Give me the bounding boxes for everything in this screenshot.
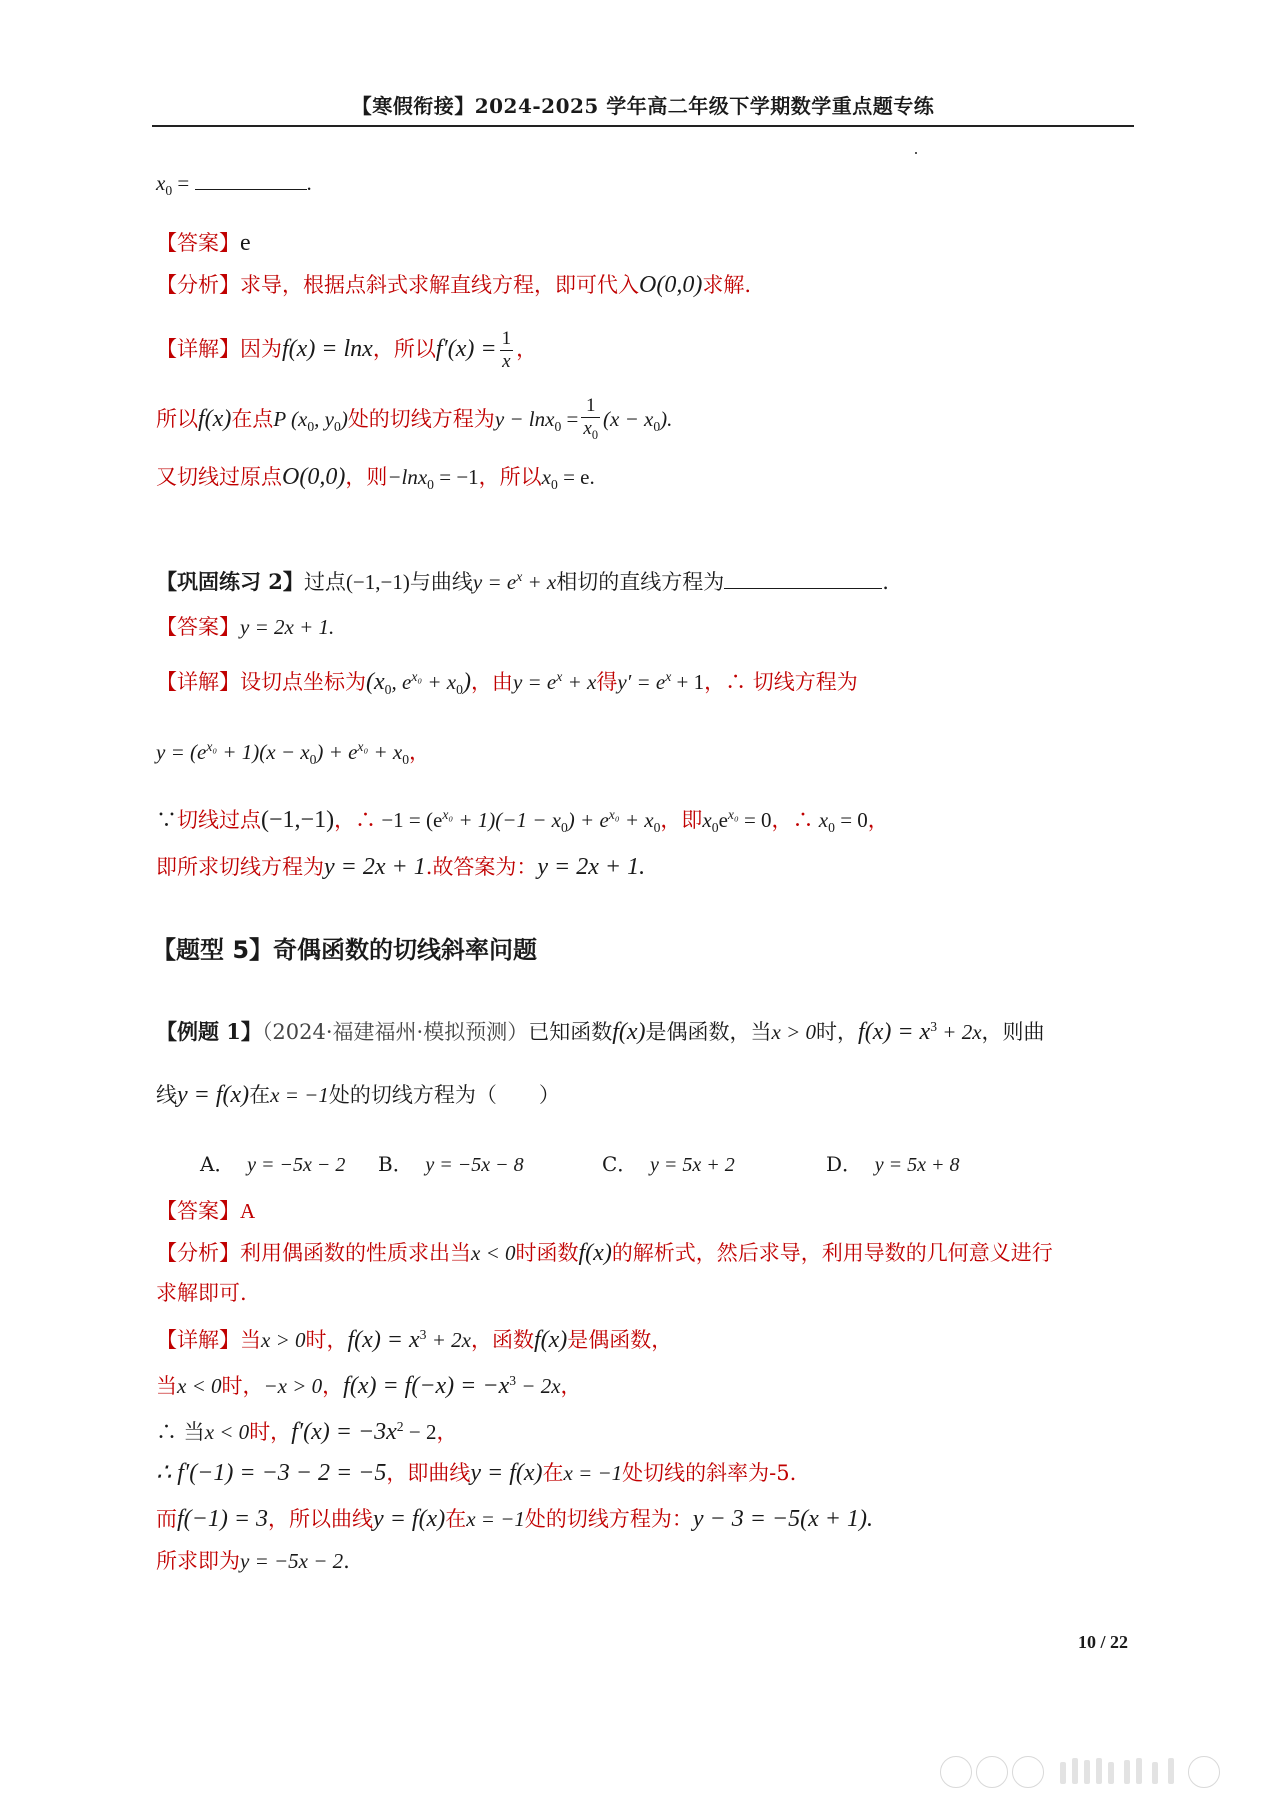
practice-2-detail-2: $y = (e^{x_0} + 1)(x - x_0) + e^{x_0} + x_0$， xyxy=(156,739,431,768)
example-1-detail-1: 【详解】当x > 0时，$f(x) = x^3 + 2x$，函数f(x)是偶函数， xyxy=(156,1327,673,1353)
practice-2-detail-4: 即所求切线方程为y = 2x + 1.故答案为：y = 2x + 1. xyxy=(156,854,646,880)
option-d[interactable]: D． y = 5x + 8 xyxy=(826,1152,960,1176)
page-number: 10 / 22 xyxy=(1078,1632,1129,1652)
example-1-detail-3: ∴ 当x < 0时，$f'(x) = -3x^2 - 2$， xyxy=(156,1419,458,1445)
speck xyxy=(915,152,917,154)
practice-2-answer: 【答案】y = 2x + 1. xyxy=(156,615,335,639)
practice-2-detail-1: 【详解】设切点坐标为($x_0$, $e^{x_0} + x_0$)，由$y = e^x + x$得$y' = e^x + 1$，∴ 切线方程为 xyxy=(156,669,858,698)
answer-line-1: 【答案】e xyxy=(156,230,251,256)
header-rule xyxy=(152,125,1134,127)
watermark-icon xyxy=(940,1752,1260,1792)
answer-blank-2 xyxy=(724,568,882,589)
analysis-line-1: 【分析】求导，根据点斜式求解直线方程，即可代入O(0,0)求解. xyxy=(156,272,752,298)
example-1-question-line-2: 线y = f(x)在x = −1处的切线方程为（ ） xyxy=(156,1082,560,1108)
fraction-1-over-x0: $\frac{1}{x_0}$ xyxy=(581,395,600,446)
example-1-detail-6: 所求即为y = −5x − 2. xyxy=(156,1549,350,1573)
option-c[interactable]: C． y = 5x + 2 xyxy=(602,1152,735,1176)
detail-line-1: 【详解】因为f(x) = lnx，所以f′(x) = $\frac{1}{x}$ ， xyxy=(156,328,538,372)
example-1-question-line-1: 【例题 1】（2024·福建福州·模拟预测）已知函数f(x)是偶函数，当x > 0时，$f(x) = x^3 + 2x$，则曲 xyxy=(156,1019,1045,1045)
practice-2-detail-3: ∵切线过点(−1,−1)，∴ $-1 = (e^{x_0} + 1)(-1 - x_0) + e^{x_0} + x_0$，即$x_0e^{x_0} = 0$，∴ $x_0 = 0$， xyxy=(156,807,889,836)
example-1-detail-2: 当x < 0时，−x > 0，$f(x) = f(-x) = -x^3 - 2x$， xyxy=(156,1373,582,1399)
practice-2-question: 【巩固练习 2】过点(−1,−1)与曲线$y = e^x + x$相切的直线方程为 . xyxy=(156,569,889,594)
example-1-detail-4: ∴ f′(−1) = −3 − 2 = −5，即曲线y = f(x)在x = −1处切线的斜率为-5. xyxy=(156,1460,797,1486)
detail-line-2: 所以f(x)在点P ($x_0$, $y_0$)处的切线方程为y − lnx$_0$ = $\frac{1}{x_0}$ $(x - x_0)$. xyxy=(156,395,672,451)
example-1-detail-5: 而f(−1) = 3，所以曲线y = f(x)在x = −1处的切线方程为：y − 3 = −5(x + 1). xyxy=(156,1506,873,1532)
page-header: 【寒假衔接】2024-2025 学年高二年级下学期数学重点题专练 xyxy=(351,94,935,118)
section-title: 【题型 5】奇偶函数的切线斜率问题 xyxy=(152,936,538,964)
x0-blank-line: $x_0$ = . xyxy=(156,171,312,199)
example-1-analysis-1: 【分析】利用偶函数的性质求出当x < 0时函数f(x)的解析式，然后求导，利用导数的几何意义进行 xyxy=(156,1240,1053,1266)
detail-line-3: 又切线过原点O(0,0)，则−lnx$_0$ = −1，所以$x_0 = e$. xyxy=(156,464,595,493)
example-1-analysis-2: 求解即可. xyxy=(156,1281,247,1305)
example-1-answer: 【答案】A xyxy=(156,1199,256,1223)
option-a[interactable]: A． y = −5x − 2 xyxy=(200,1152,346,1176)
fraction-1-over-x: $\frac{1}{x}$ xyxy=(501,328,512,372)
option-b[interactable]: B． y = −5x − 8 xyxy=(378,1152,524,1176)
answer-blank xyxy=(195,169,307,190)
